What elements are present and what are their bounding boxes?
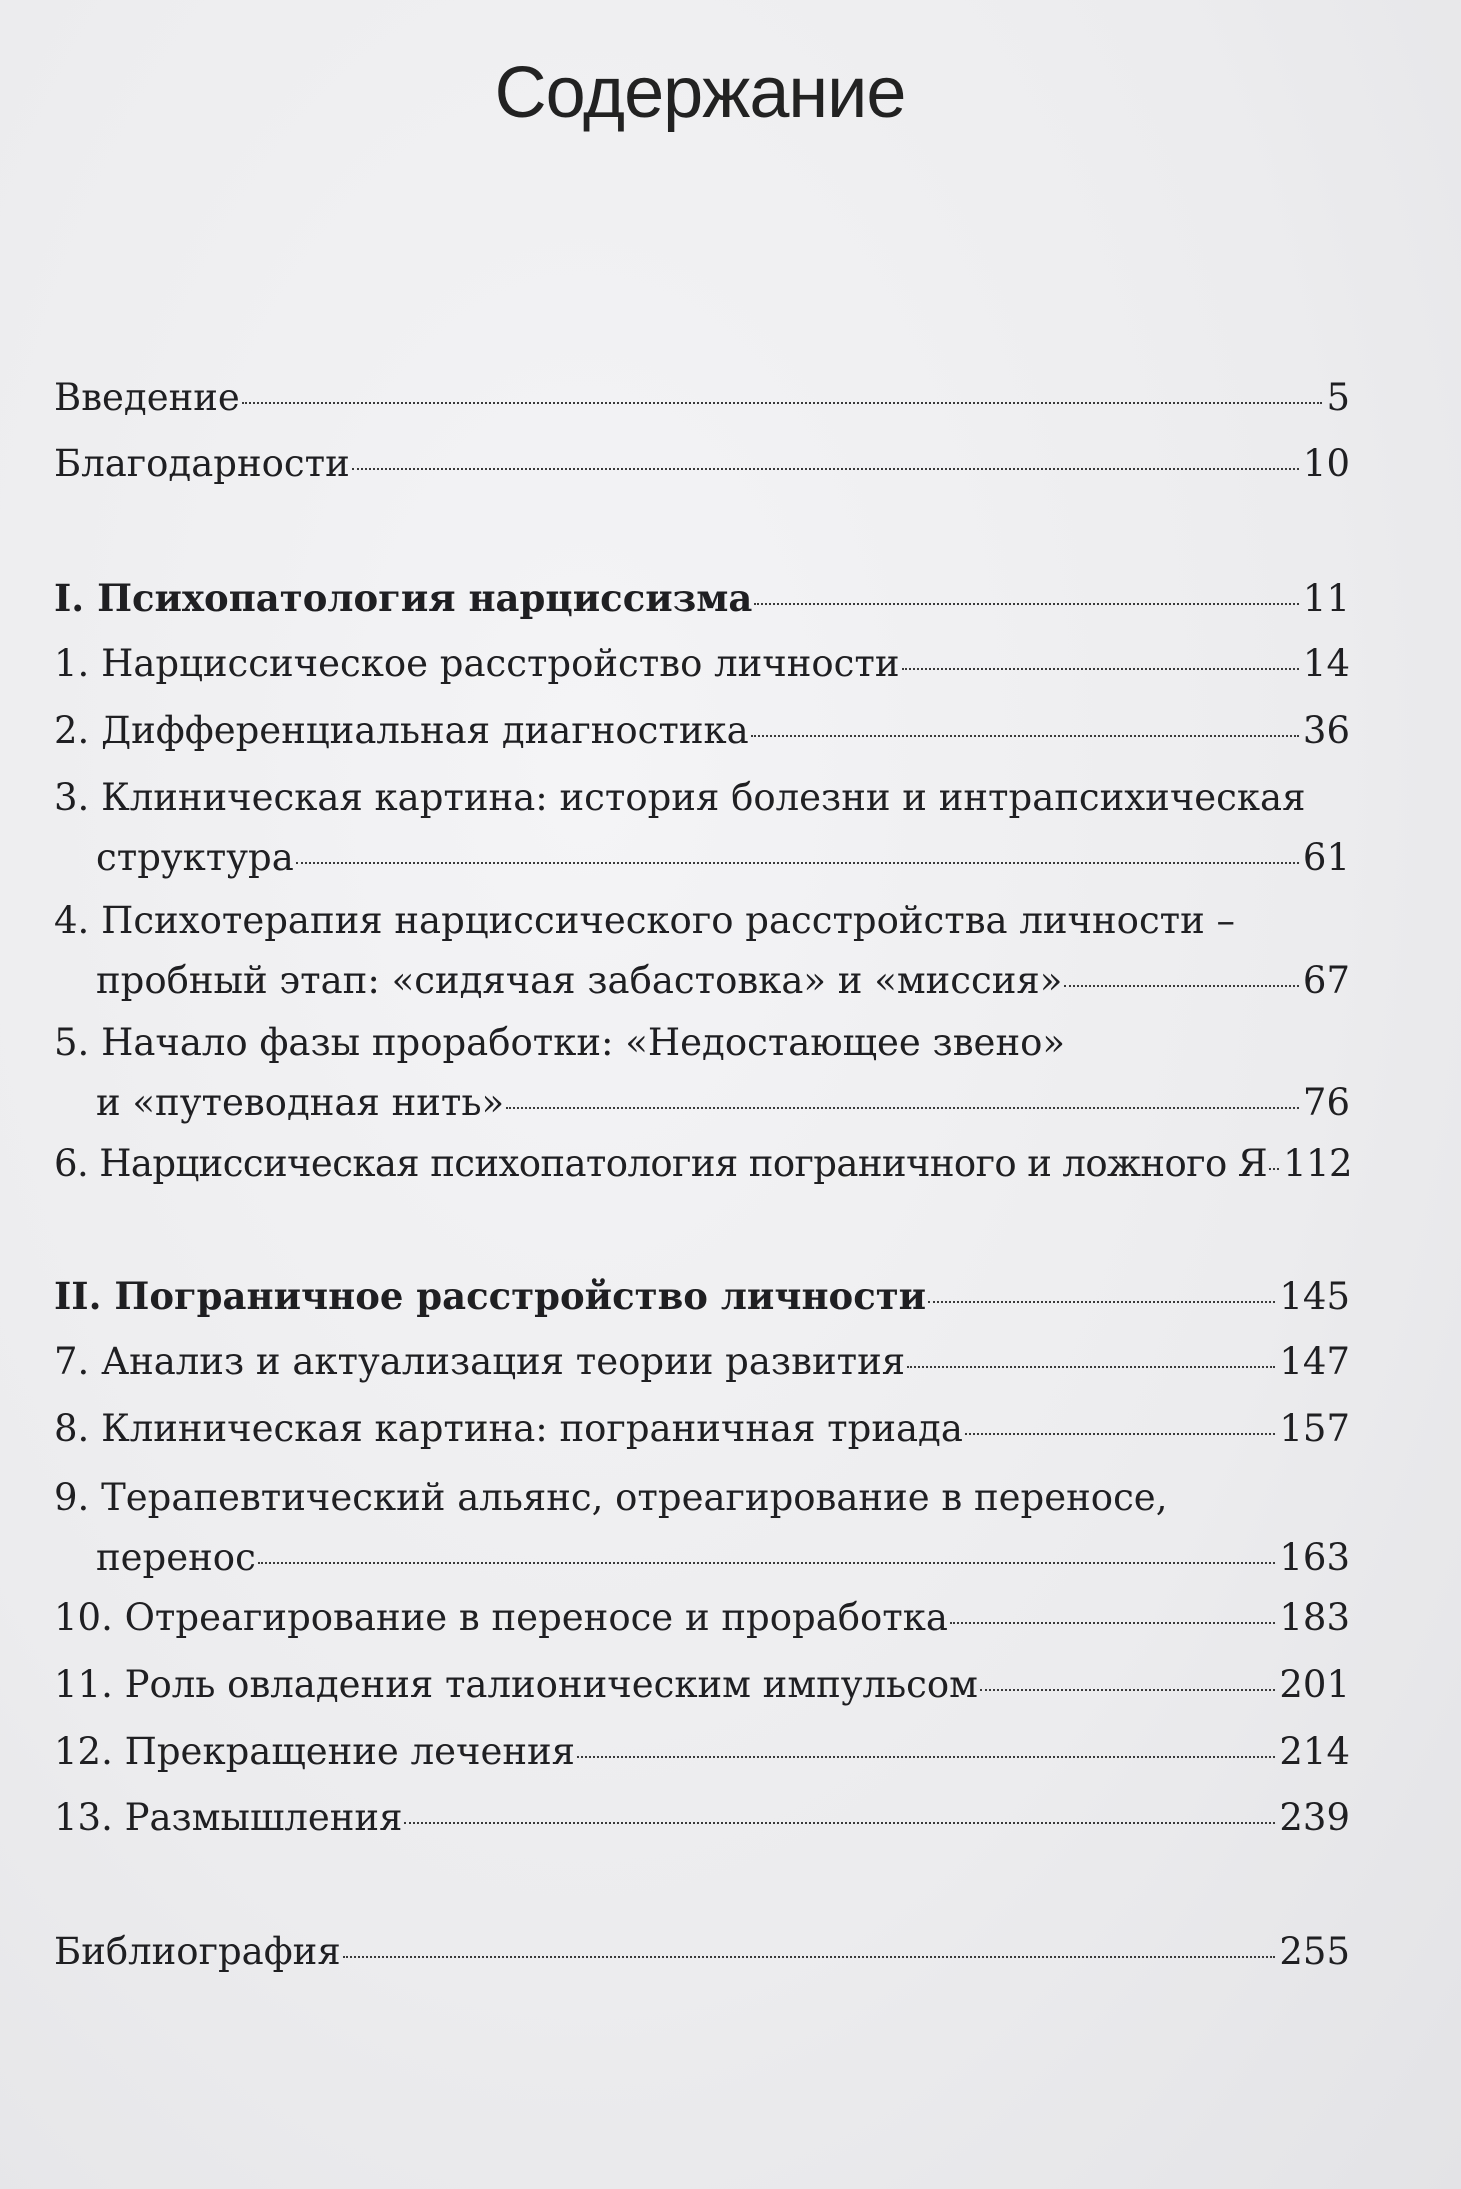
toc-label: и «путеводная нить» [96,1081,505,1124]
toc-label: 12. Прекращение лечения [54,1730,576,1773]
toc-label: 6. Нарциссическая психопатология пограничного и ложного Я [54,1142,1268,1185]
leader-dots [1269,1168,1279,1170]
toc-part-1[interactable] [54,568,1350,629]
leader-dots [751,735,1299,737]
toc-label: 11. Роль овладения талионическим импульсом [54,1663,978,1706]
toc-label: пробный этап: «сидячая забастовка» и «миссия» [96,959,1063,1002]
toc-page-number: 255 [1279,1930,1350,1973]
toc-label: 1. Нарциссическое расстройство личности [54,642,900,685]
toc-label: 13. Размышления [54,1796,403,1839]
toc-label-line1: 9. Терапевтический альянс, отреагирование в переносе, [54,1476,1168,1519]
toc-entry-thanks[interactable] [54,434,1350,494]
leader-dots [754,603,1298,605]
leader-dots [1064,985,1299,987]
toc-page-number: 11 [1302,577,1350,620]
toc-entry-bibliography[interactable] [54,1922,1350,1982]
toc-part-2[interactable] [54,1266,1350,1327]
toc-page-number: 36 [1302,709,1350,752]
toc-label: Введение [54,376,240,419]
toc-page-number: 5 [1326,376,1350,419]
toc-page-number: 10 [1302,442,1350,485]
leader-dots [404,1822,1275,1824]
leader-dots [577,1756,1275,1758]
toc-page-number: 163 [1279,1536,1350,1579]
toc-page-number: 157 [1279,1407,1350,1450]
toc-page-number: 183 [1279,1596,1350,1639]
toc-page-number: 61 [1302,836,1350,879]
toc-label: II. Пограничное расстройство личности [54,1274,927,1318]
toc-page-number: 145 [1279,1275,1350,1318]
page-title: Содержание [494,53,906,133]
leader-dots [352,468,1299,470]
toc-page-number: 112 [1283,1142,1352,1185]
toc-entry-ch13[interactable] [54,1788,1350,1848]
toc-entry-ch4[interactable] [54,891,1350,1011]
toc-label: Благодарности [54,442,350,485]
toc-entry-intro[interactable] [54,368,1350,428]
toc-label: Библиография [54,1930,341,1973]
toc-entry-ch6[interactable] [54,1134,1350,1194]
toc-page-number: 14 [1302,642,1350,685]
toc-entry-ch7[interactable] [54,1332,1350,1392]
leader-dots [242,402,1323,404]
toc-label: I. Психопатология нарциссизма [54,576,753,620]
toc-entry-ch8[interactable] [54,1399,1350,1459]
toc-entry-ch10[interactable] [54,1588,1350,1648]
toc-page-number: 147 [1279,1340,1350,1383]
leader-dots [258,1562,1276,1564]
leader-dots [950,1622,1275,1624]
toc-label-line1: 3. Клиническая картина: история болезни и интрапсихическая [54,776,1306,819]
toc-label: 10. Отреагирование в переносе и проработка [54,1596,948,1639]
leader-dots [506,1107,1299,1109]
leader-dots [343,1956,1276,1958]
toc-entry-ch5[interactable] [54,1013,1350,1133]
toc-entry-ch1[interactable] [54,634,1350,694]
toc-label: 2. Дифференциальная диагностика [54,709,749,752]
toc-entry-ch2[interactable] [54,701,1350,761]
leader-dots [907,1366,1275,1368]
toc-page-number: 214 [1279,1730,1350,1773]
toc-entry-ch12[interactable] [54,1722,1350,1782]
leader-dots [928,1301,1275,1303]
toc-label: перенос [96,1536,256,1579]
toc-page-number: 201 [1279,1663,1350,1706]
toc-label-line1: 4. Психотерапия нарциссического расстройства личности – [54,899,1236,942]
toc-label: 7. Анализ и актуализация теории развития [54,1340,906,1383]
toc-entry-ch3[interactable] [54,768,1350,888]
leader-dots [980,1689,1275,1691]
leader-dots [965,1433,1275,1435]
toc-entry-ch11[interactable] [54,1655,1350,1715]
leader-dots [902,668,1299,670]
toc-page-number: 67 [1302,959,1350,1002]
toc-page-number: 239 [1279,1796,1350,1839]
toc-page-number: 76 [1302,1081,1350,1124]
toc-label: 8. Клиническая картина: пограничная триада [54,1407,963,1450]
leader-dots [296,862,1299,864]
toc-entry-ch9[interactable] [54,1468,1350,1588]
toc-label: структура [96,836,294,879]
toc-label-line1: 5. Начало фазы проработки: «Недостающее звено» [54,1021,1066,1064]
